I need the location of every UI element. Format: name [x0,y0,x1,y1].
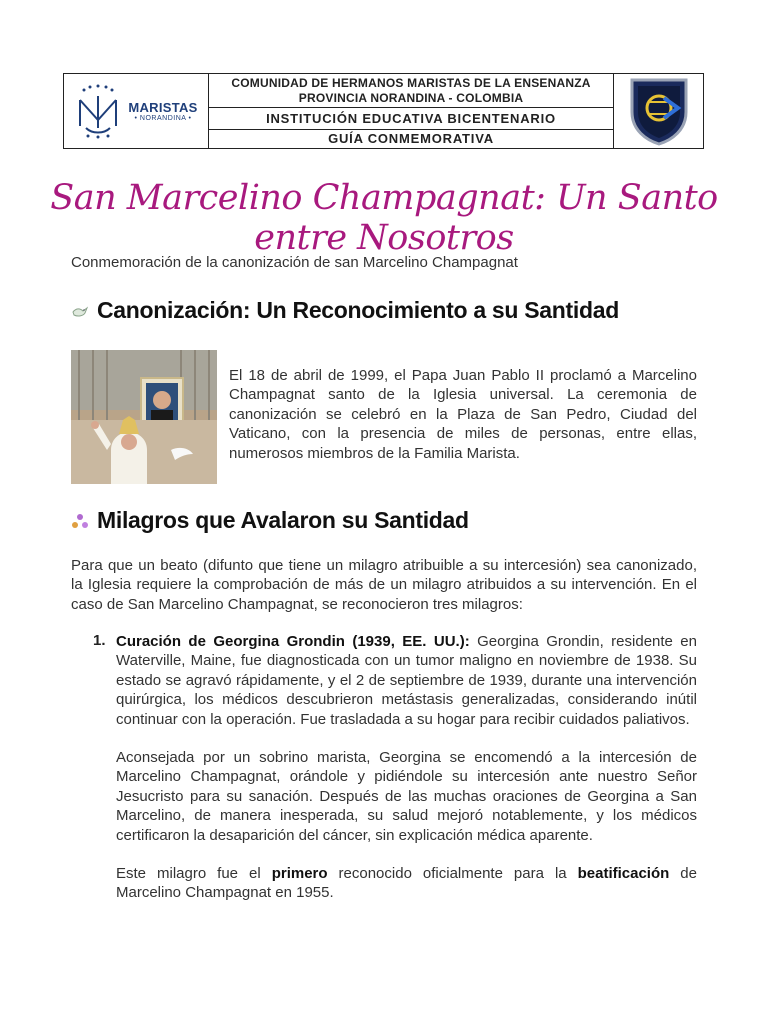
section-heading-miracles [71,507,469,534]
miracle-paragraph-1 [116,632,697,729]
maristas-monogram-icon [74,82,122,140]
school-shield [613,74,703,148]
maristas-logo [64,74,209,148]
header-institution: INSTITUCIÓN EDUCATIVA BICENTENARIO [209,108,613,129]
logo-subname: • NORANDINA • [134,115,192,122]
section-heading-text: Canonización: Un Reconocimiento a su Santidad [97,297,619,323]
canonization-paragraph: El 18 de abril de 1999, el Papa Juan Pablo II proclamó a Marcelino Champagnat santo de la Iglesia universal. La ceremonia de canonización se celebró en la Plaza de San Pedro, Ciudad del Vaticano, con la presencia de miles de personas, entre ellas, numerosos miembros de la Familia Marista. [229,367,697,462]
header-community [209,74,613,108]
document-subtitle: Conmemoración de la canonización de san Marcelino Champagnat [71,254,518,271]
miracle-paragraph-3 [116,864,697,903]
header-line-2: PROVINCIA NORANDINA - COLOMBIA [298,90,524,105]
canonization-photo [71,350,217,484]
list-item [93,632,697,922]
dove-icon [71,302,89,320]
miracles-intro-paragraph: Para que un beato (difunto que tiene un milagro atribuible a su intercesión) sea canonizado, la Iglesia requiere la comprobación de más de un milagro atribuidos a su intervención. En el caso de San Marcelino Champagnat, se reconocieron tres milagros: [71,557,697,613]
miracle-description: Georgina Grondin, residente en Waterville, Maine, fue diagnosticada con un tumor maligno en noviembre de 1938. Su estado se agravó rápidamente, y el 2 de septiembre de 1939, durante una intervención quirúrgica, los médicos descubrieron metástasis generalizadas, considerando inútil continuar con la operación. Fue trasladada a su hogar para recibir cuidados paliativos. [116,633,697,728]
canonization-image [71,350,217,484]
section-heading-canonization [71,297,619,324]
section-heading-text: Milagros que Avalaron su Santidad [97,507,469,533]
miracle-paragraph-2: Aconsejada por un sobrino marista, Georgina se encomendó a la intercesión de Marcelino Champagnat, orándole y pidiéndole su intercesión ante nuestro Señor Jesucristo para su sanación. Después de las muchas oraciones de Georgina a San Marcelino, de manera inesperada, su salud mejoró notablemente, y los médicos certificaron la desaparición del cáncer, sin explicación médica aparente. [116,749,697,844]
emphasis-first: primero [271,865,328,883]
document-title: San Marcelino Champagnat: Un Santo entre Nosotros [50,178,718,258]
praying-hands-icon [71,512,89,530]
header-line-1: COMUNIDAD DE HERMANOS MARISTAS DE LA ENSENANZA [231,75,591,90]
header-titles [209,74,613,148]
list-item-number: 1. [93,632,106,649]
miracle-title: Curación de Georgina Grondin (1939, EE. UU.): [116,633,470,650]
text-run: de Marcelino Champagnat en 1955. [116,865,697,902]
shield-icon [628,76,690,146]
text-run: reconocido oficialmente para la [327,865,578,883]
document-header [63,73,704,149]
logo-name: MARISTAS [128,100,198,115]
text-run: Este milagro fue el [116,865,272,883]
header-guide-type: GUÍA CONMEMORATIVA [328,131,494,147]
emphasis-beatification: beatificación [577,865,670,883]
